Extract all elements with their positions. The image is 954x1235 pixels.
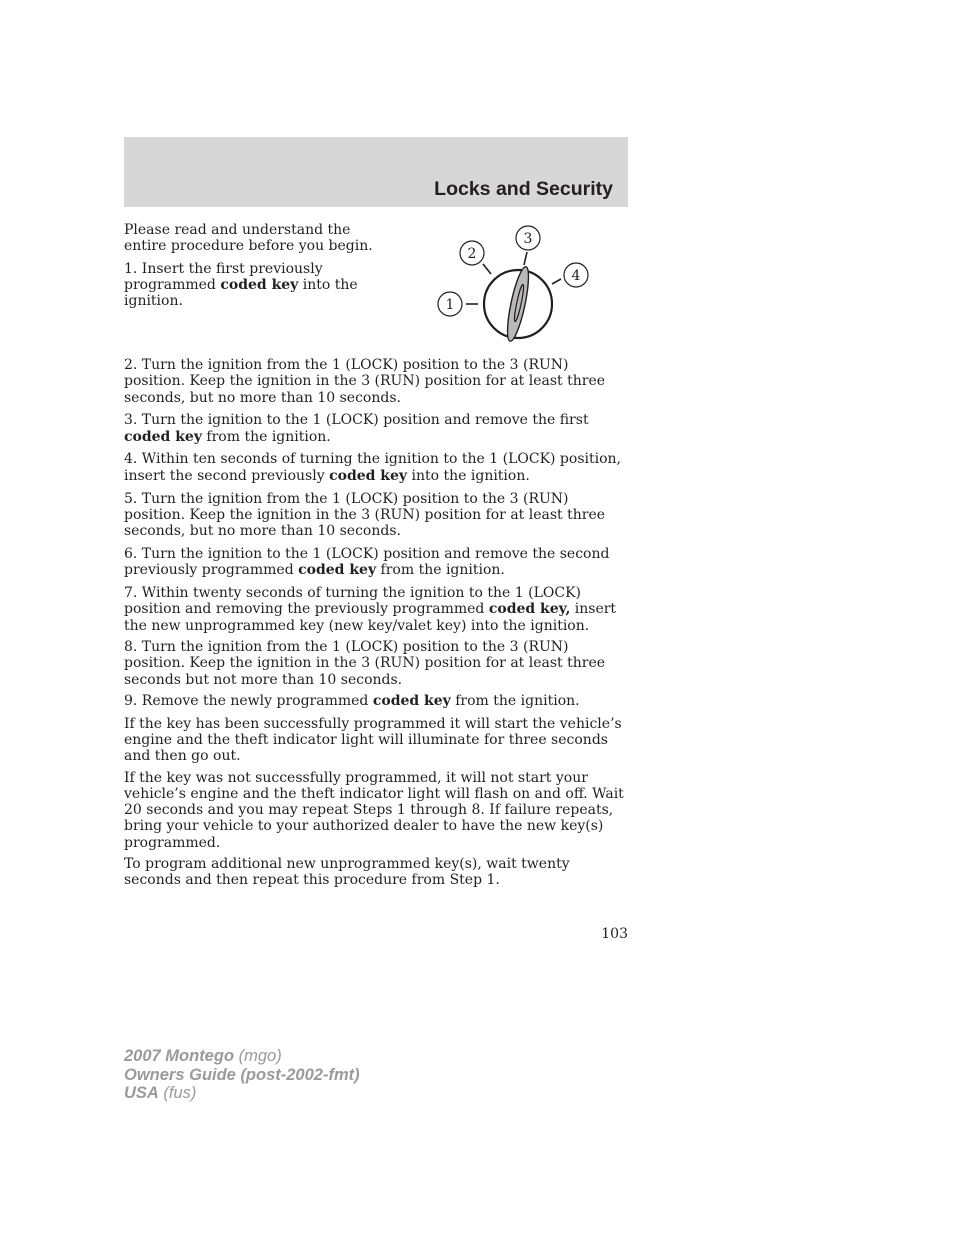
footer-line-3: USA (fus) — [124, 1084, 197, 1102]
svg-text:4: 4 — [571, 268, 581, 284]
position-3-label — [516, 226, 540, 250]
page-number: 103 — [601, 926, 628, 942]
svg-text:2: 2 — [467, 246, 477, 262]
position-3-tick — [524, 252, 527, 265]
step-2: 2. Turn the ignition from the 1 (LOCK) position to the 3 (RUN) position. Keep the ignition in the 3 (RUN) position for at least three seconds, but no more than 10 seconds. — [124, 357, 606, 406]
step-1: 1. Insert the first previously programmed coded key into the ignition. — [124, 260, 358, 310]
step-7: 7. Within twenty seconds of turning the ignition to the 1 (LOCK) position and removing the previously programmed coded key, insert the new unprogrammed key (new key/valet key) into the ignition. — [124, 585, 617, 634]
intro-paragraph: Please read and understand the entire procedure before you begin. — [124, 222, 373, 255]
section-header-band — [124, 137, 628, 207]
additional-keys-paragraph: To program additional new unprogrammed key(s), wait twenty seconds and then repeat this procedure from Step 1. — [124, 856, 570, 889]
step-9: 9. Remove the newly programmed coded key from the ignition. — [124, 692, 580, 709]
position-4-label — [564, 263, 588, 287]
step-4: 4. Within ten seconds of turning the ignition to the 1 (LOCK) position, insert the second previously coded key into the ignition. — [124, 451, 621, 484]
step-5: 5. Turn the ignition from the 1 (LOCK) position to the 3 (RUN) position. Keep the ignition in the 3 (RUN) position for at least three seconds, but no more than 10 seconds. — [124, 490, 606, 540]
position-4-tick — [552, 279, 561, 284]
footer-line-2: Owners Guide (post-2002-fmt) — [124, 1065, 360, 1084]
position-1-label — [438, 292, 462, 316]
position-2-label — [460, 241, 484, 265]
svg-text:1: 1 — [445, 297, 455, 313]
svg-text:3: 3 — [523, 231, 533, 247]
step-6: 6. Turn the ignition to the 1 (LOCK) position and remove the second previously programmed coded key from the ignition. — [124, 545, 610, 579]
success-paragraph: If the key has been successfully programmed it will start the vehicle’s engine and the theft indicator light will illuminate for three seconds and then go out. — [124, 715, 622, 765]
failure-paragraph: If the key was not successfully programmed, it will not start your vehicle’s engine and the theft indicator light will flash on and off. Wait 20 seconds and you may repeat Steps 1 through 8. If failure repeats, bring your vehicle to your authorized dealer to have the new key(s) programmed. — [124, 769, 624, 851]
footer-line-1: 2007 Montego (mgo) — [124, 1047, 282, 1065]
document-footer — [124, 1047, 360, 1103]
ignition-positions-diagram — [430, 222, 600, 346]
intro-text — [124, 222, 394, 315]
step-3: 3. Turn the ignition to the 1 (LOCK) position and remove the first coded key from the ignition. — [124, 412, 589, 445]
step-8: 8. Turn the ignition from the 1 (LOCK) position to the 3 (RUN) position. Keep the ignition in the 3 (RUN) position for at least three seconds but not more than 10 seconds. — [124, 638, 606, 688]
section-title: Locks and Security — [434, 178, 613, 200]
position-2-tick — [483, 264, 491, 274]
procedure-steps — [124, 357, 630, 895]
